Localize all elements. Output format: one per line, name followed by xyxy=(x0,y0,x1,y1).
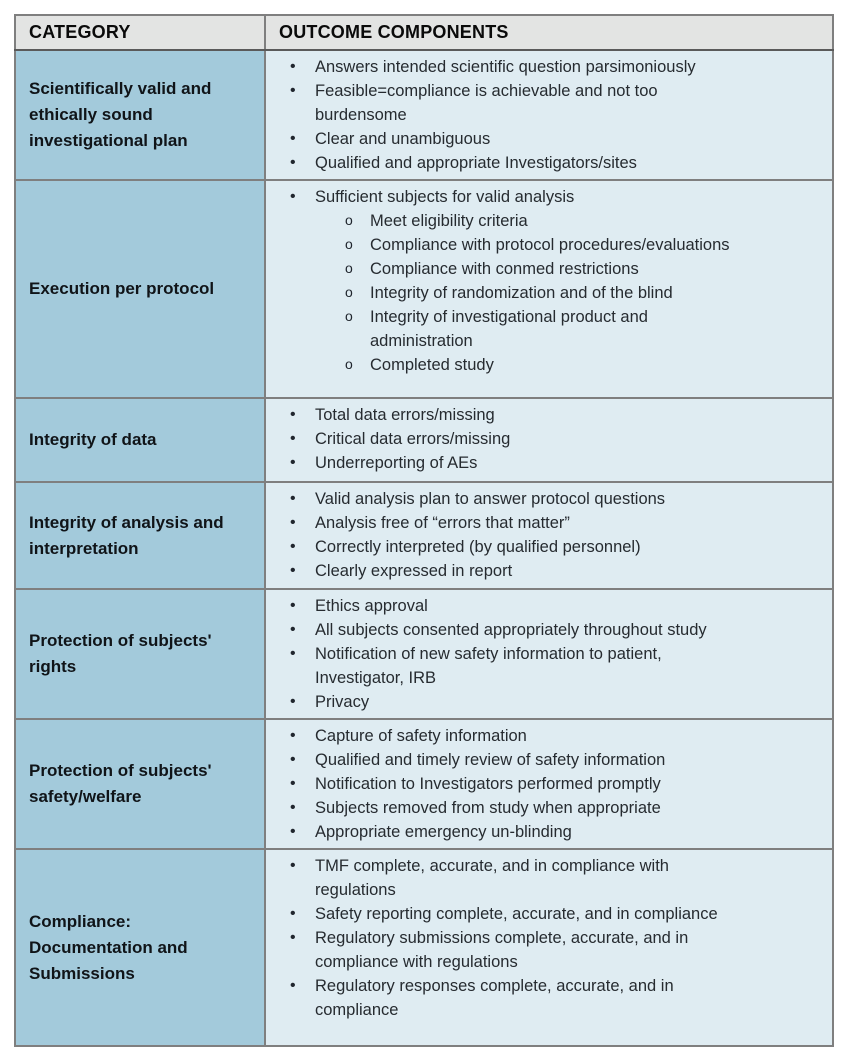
bullet-icon: • xyxy=(290,597,296,614)
list-item xyxy=(266,185,736,209)
list-item-text: Feasible=compliance is achievable and not too burdensome xyxy=(315,82,658,124)
table-body xyxy=(15,50,833,1046)
outcome-components-table xyxy=(14,14,834,1047)
bullet-icon: • xyxy=(290,562,296,579)
list-item-text: Sufficient subjects for valid analysis xyxy=(315,188,575,206)
list-item-text: Total data errors/missing xyxy=(315,406,495,424)
list-item xyxy=(266,748,736,772)
bullet-icon: • xyxy=(290,905,296,922)
bullet-icon: • xyxy=(290,130,296,147)
list-item xyxy=(266,796,736,820)
list-item xyxy=(266,642,736,690)
list-item xyxy=(266,535,736,559)
list-item-text: Integrity of investigational product and administration xyxy=(370,308,648,350)
bullet-icon: • xyxy=(290,929,296,946)
list-item xyxy=(266,281,736,305)
bullet-icon: • xyxy=(290,154,296,171)
list-item xyxy=(266,690,736,714)
bullet-icon: • xyxy=(290,645,296,662)
list-item-text: Qualified and appropriate Investigators/sites xyxy=(315,154,637,172)
list-item xyxy=(266,305,736,353)
list-item xyxy=(266,618,736,642)
list-item xyxy=(266,451,736,475)
bullet-icon: • xyxy=(290,58,296,75)
list-item-text: TMF complete, accurate, and in compliance with regulations xyxy=(315,857,669,899)
list-item-text: Completed study xyxy=(370,356,494,374)
list-item-text: Underreporting of AEs xyxy=(315,454,478,472)
circle-icon: o xyxy=(345,236,353,252)
list-item xyxy=(266,55,736,79)
list-item xyxy=(266,772,736,796)
outcome-list xyxy=(266,185,736,377)
circle-icon: o xyxy=(345,356,353,372)
list-item-text: Subjects removed from study when appropriate xyxy=(315,799,661,817)
table-row xyxy=(15,50,833,180)
table-row xyxy=(15,180,833,398)
circle-icon: o xyxy=(345,212,353,228)
list-item-text: Meet eligibility criteria xyxy=(370,212,528,230)
list-item xyxy=(266,151,736,175)
category-cell: Protection of subjects' safety/welfare xyxy=(15,719,265,849)
list-item xyxy=(266,926,736,974)
outcome-cell xyxy=(265,180,833,398)
list-item-text: Privacy xyxy=(315,693,370,711)
bullet-icon: • xyxy=(290,82,296,99)
list-item-text: Compliance with conmed restrictions xyxy=(370,260,639,278)
list-item xyxy=(266,724,736,748)
list-item-text: Ethics approval xyxy=(315,597,428,615)
outcome-list xyxy=(266,403,736,475)
bullet-icon: • xyxy=(290,490,296,507)
circle-icon: o xyxy=(345,308,353,324)
list-item xyxy=(266,353,736,377)
bullet-icon: • xyxy=(290,857,296,874)
bullet-icon: • xyxy=(290,454,296,471)
bullet-icon: • xyxy=(290,751,296,768)
bullet-icon: • xyxy=(290,430,296,447)
list-item xyxy=(266,127,736,151)
outcome-cell xyxy=(265,849,833,1046)
list-item xyxy=(266,257,736,281)
category-cell: Compliance: Documentation and Submissions xyxy=(15,849,265,1046)
list-item-text: Clear and unambiguous xyxy=(315,130,491,148)
list-item-text: Appropriate emergency un-blinding xyxy=(315,823,572,841)
outcome-list xyxy=(266,55,736,175)
table-row xyxy=(15,398,833,482)
list-item xyxy=(266,487,736,511)
table-row xyxy=(15,719,833,849)
list-item-text: Capture of safety information xyxy=(315,727,527,745)
outcome-list xyxy=(266,854,736,1022)
header-row xyxy=(15,15,833,50)
list-item-text: Safety reporting complete, accurate, and in compliance xyxy=(315,905,718,923)
list-item-text: Regulatory submissions complete, accurate, and in compliance with regulations xyxy=(315,929,689,971)
bullet-icon: • xyxy=(290,799,296,816)
bullet-icon: • xyxy=(290,621,296,638)
list-item-text: Critical data errors/missing xyxy=(315,430,511,448)
table-row xyxy=(15,589,833,719)
circle-icon: o xyxy=(345,284,353,300)
outcome-list xyxy=(266,487,736,583)
list-item xyxy=(266,902,736,926)
category-cell: Protection of subjects' rights xyxy=(15,589,265,719)
list-item xyxy=(266,854,736,902)
list-item xyxy=(266,79,736,127)
list-item-text: Correctly interpreted (by qualified personnel) xyxy=(315,538,641,556)
list-item-text: Regulatory responses complete, accurate, and in compliance xyxy=(315,977,674,1019)
list-item xyxy=(266,511,736,535)
circle-icon: o xyxy=(345,260,353,276)
table-row xyxy=(15,482,833,589)
bullet-icon: • xyxy=(290,188,296,205)
bullet-icon: • xyxy=(290,823,296,840)
list-item-text: Clearly expressed in report xyxy=(315,562,513,580)
bullet-icon: • xyxy=(290,727,296,744)
category-cell: Scientifically valid and ethically sound investigational plan xyxy=(15,50,265,180)
outcome-cell xyxy=(265,589,833,719)
bullet-icon: • xyxy=(290,977,296,994)
outcome-cell xyxy=(265,50,833,180)
list-item xyxy=(266,209,736,233)
list-item-text: Integrity of randomization and of the blind xyxy=(370,284,673,302)
category-cell: Integrity of data xyxy=(15,398,265,482)
list-item xyxy=(266,559,736,583)
list-item-text: Notification to Investigators performed promptly xyxy=(315,775,661,793)
list-item xyxy=(266,427,736,451)
outcome-cell xyxy=(265,719,833,849)
list-item-text: Analysis free of “errors that matter” xyxy=(315,514,570,532)
bullet-icon: • xyxy=(290,775,296,792)
list-item xyxy=(266,233,736,257)
list-item xyxy=(266,820,736,844)
table-row xyxy=(15,849,833,1046)
list-item-text: Qualified and timely review of safety information xyxy=(315,751,666,769)
list-item xyxy=(266,403,736,427)
list-item-text: Answers intended scientific question parsimoniously xyxy=(315,58,696,76)
category-cell: Integrity of analysis and interpretation xyxy=(15,482,265,589)
bullet-icon: • xyxy=(290,693,296,710)
bullet-icon: • xyxy=(290,514,296,531)
outcome-cell xyxy=(265,398,833,482)
list-item xyxy=(266,594,736,618)
list-item-text: All subjects consented appropriately throughout study xyxy=(315,621,707,639)
bullet-icon: • xyxy=(290,538,296,555)
header-cell-outcome-components: OUTCOME COMPONENTS xyxy=(265,15,833,50)
list-item-text: Compliance with protocol procedures/evaluations xyxy=(370,236,730,254)
outcome-list xyxy=(266,724,736,844)
header-cell-category: CATEGORY xyxy=(15,15,265,50)
list-item xyxy=(266,974,736,1022)
list-item-text: Notification of new safety information to patient, Investigator, IRB xyxy=(315,645,662,687)
outcome-list xyxy=(266,594,736,714)
bullet-icon: • xyxy=(290,406,296,423)
category-cell: Execution per protocol xyxy=(15,180,265,398)
list-item-text: Valid analysis plan to answer protocol questions xyxy=(315,490,666,508)
outcome-cell xyxy=(265,482,833,589)
